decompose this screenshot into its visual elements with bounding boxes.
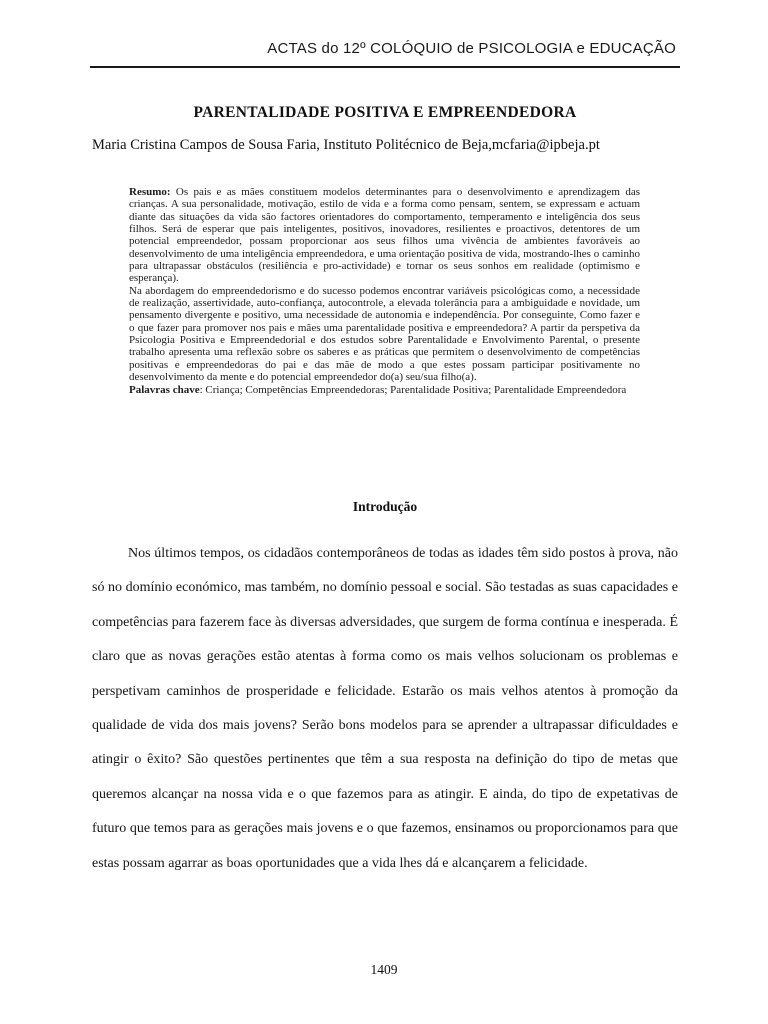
abstract-text-1: Os pais e as mães constituem modelos determinantes para o desenvolvimento e aprendizagem das crianças. A sua personalidade, motivação, estilo de vida e a forma como pensam, sentem, se expressam e actuam diante das situações da vida são factores orientadores do comportamento, temperamento e inteligência dos seus filhos. Será de esperar que pais inteligentes, positivos, inovadores, resilientes e proactivos, detentores de um potencial empreendedor, possam proporcionar aos seus filhos uma vivência de ambientes favoráveis ao desenvolvimento de uma inteligência empreendedora, e uma orientação positiva de vida, mostrando-lhes o caminho para ultrapassar obstáculos (resiliência e pro-actividade) e tornar os seus sonhos em realidade (optimismo e esperança). — [129, 186, 640, 285]
abstract-paragraph-1 — [129, 186, 640, 285]
keywords-label: Palavras chave — [129, 383, 200, 396]
keywords-line — [129, 384, 640, 396]
paper-title: PARENTALIDADE POSITIVA E EMPREENDEDORA — [193, 104, 577, 121]
author-affiliation: Maria Cristina Campos de Sousa Faria, Instituto Politécnico de Beja,mcfaria@ipbeja.pt — [92, 137, 600, 153]
introduction-paragraph: Nos últimos tempos, os cidadãos contemporâneos de todas as idades têm sido postos à prova, não só no domínio económico, mas também, no domínio pessoal e social. São testadas as suas capacidades e competências para fazerem face às diversas adversidades, que surgem de forma contínua e inesperada. É claro que as novas gerações estão atentas à forma como os mais velhos solucionam os problemas e perspetivam caminhos de prosperidade e felicidade. Estarão os mais velhos atentos à promoção da qualidade de vida dos mais jovens? Serão bons modelos para se aprender a ultrapassar dificuldades e atingir o êxito? São questões pertinentes que têm a sua resposta na definição do tipo de metas que queremos alcançar na nossa vida e o que fazemos para as atingir. E ainda, do tipo de expetativas de futuro que temos para as gerações mais jovens e o que fazemos, ensinamos ou proporcionamos para que estas possam agarrar as boas oportunidades que a vida lhes dá e alcançarem a felicidade. — [92, 546, 678, 871]
running-header: ACTAS do 12º COLÓQUIO de PSICOLOGIA e EDUCAÇÃO — [267, 40, 676, 57]
header-divider — [90, 66, 680, 68]
abstract-paragraph-2: Na abordagem do empreendedorismo e do sucesso podemos encontrar variáveis psicológicas como, a necessidade de realização, assertividade, auto-confiança, autocontrole, a elevada tolerância para a ambiguidade e novidade, um pensamento divergente e positivo, uma necessidade de autonomia e independência. Por conseguinte, Como fazer e o que fazer para promover nos pais e mães uma parentalidade positiva e empreendedora? A partir da perspetiva da Psicologia Positiva e Empreendedorial e dos estudos sobre Parentalidade e Envolvimento Parental, o presente trabalho apresenta uma reflexão sobre os saberes e as práticas que permitem o desenvolvimento de competências positivas e empreendedoras do pai e das mãe de modo a que estes possam participar positivamente no desenvolvimento da mente e do potencial empreendedor do(a) seu/sua filho(a). — [129, 284, 640, 384]
abstract-block — [129, 186, 640, 396]
keywords-text: : Criança; Competências Empreendedoras; Parentalidade Positiva; Parentalidade Empreendedora — [199, 383, 627, 396]
section-heading-introduction: Introdução — [352, 499, 418, 514]
page-number: 1409 — [370, 962, 398, 977]
abstract-label: Resumo: — [129, 186, 171, 198]
